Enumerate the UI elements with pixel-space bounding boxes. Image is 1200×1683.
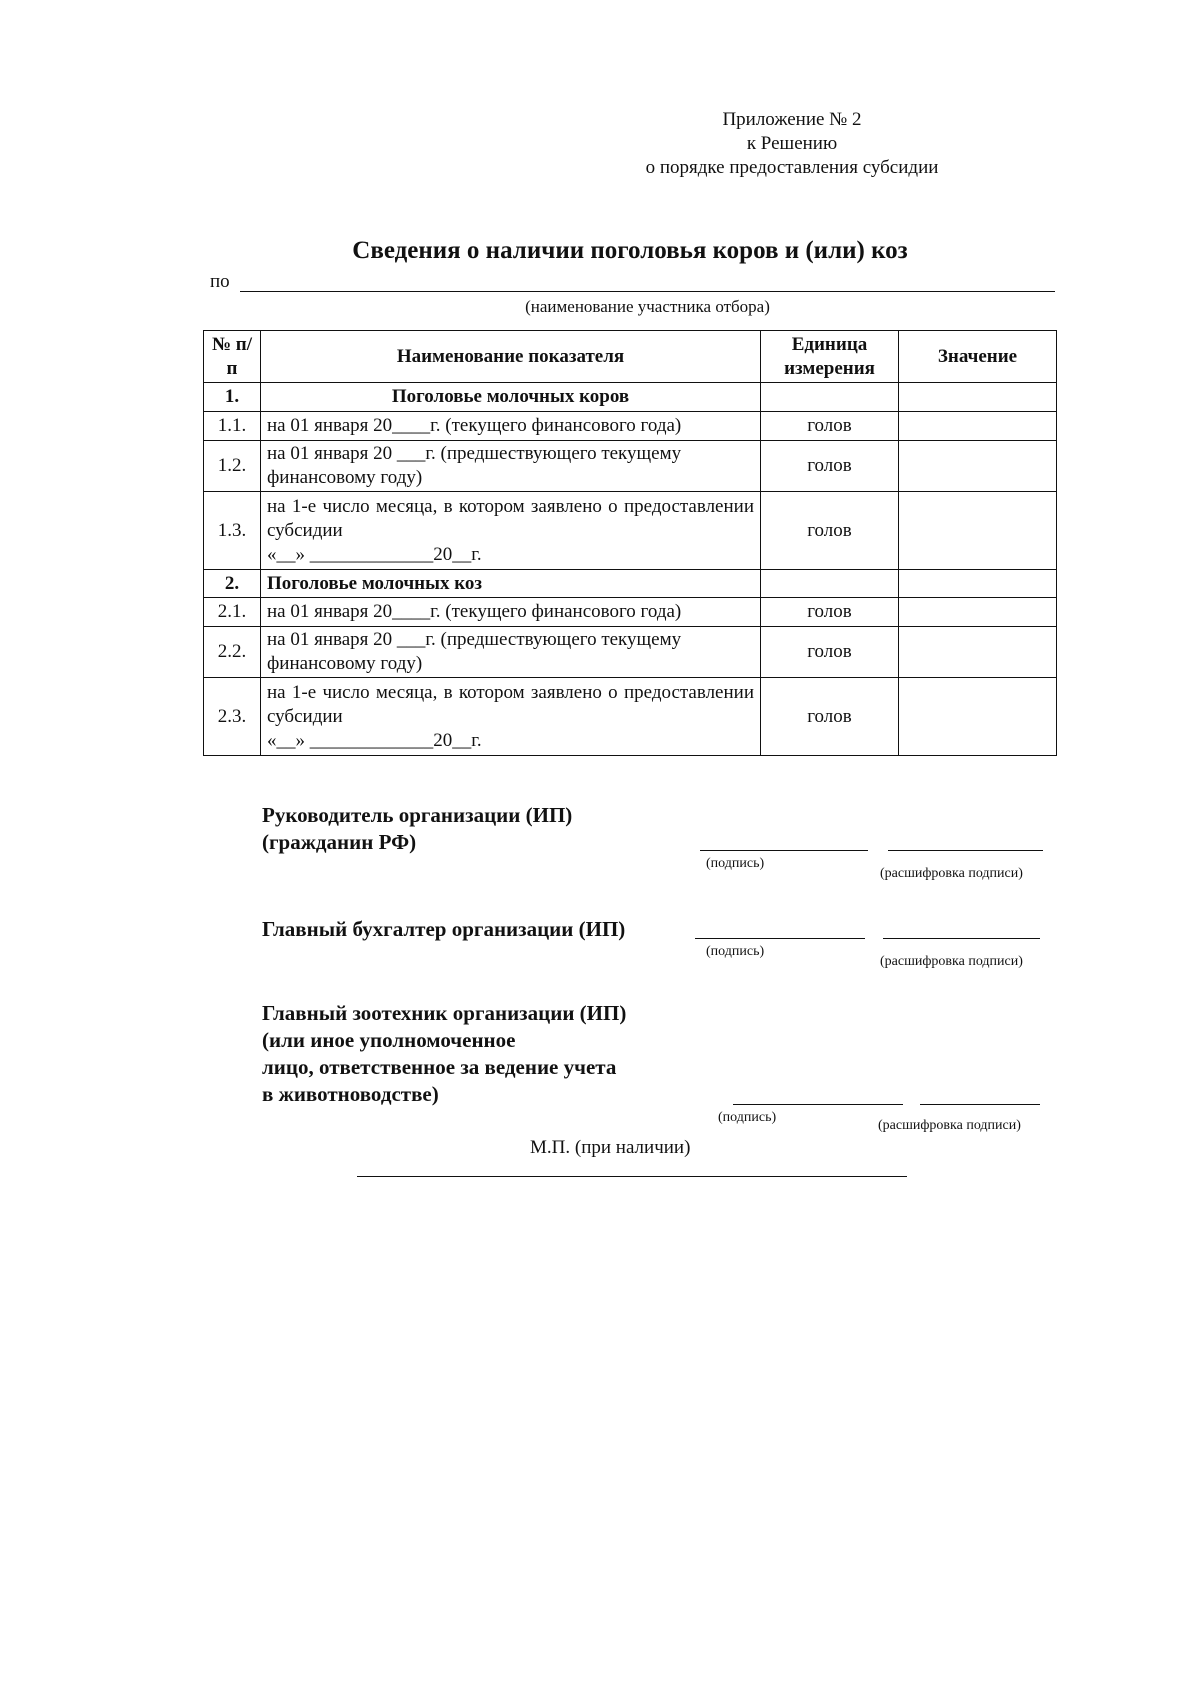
signatory-zootechnician-line2: (или иное уполномоченное: [262, 1028, 516, 1052]
signatory-accountant-title: Главный бухгалтер организации (ИП): [262, 917, 626, 941]
row-num: 1.1.: [204, 412, 261, 441]
table-row: [204, 492, 1057, 570]
appendix-subject: о порядке предоставления субсидии: [645, 157, 939, 178]
head-name-caption: (расшифровка подписи): [880, 866, 1023, 881]
table-row: [204, 598, 1057, 627]
table-row: [204, 570, 1057, 598]
row-unit: голов: [761, 492, 899, 570]
zootechnician-signature-caption: (подпись): [718, 1110, 777, 1125]
signatory-zootechnician: [262, 1000, 626, 1108]
row-name-text: на 1-е число месяца, в котором заявлено о предоставлении субсидии: [267, 681, 754, 727]
table-row: [204, 383, 1057, 412]
accountant-signature-caption: (подпись): [706, 944, 765, 959]
accountant-name-caption: (расшифровка подписи): [880, 954, 1023, 969]
row-num: 2.3.: [204, 678, 261, 756]
appendix-header: [582, 108, 1002, 180]
zootechnician-signature-line[interactable]: [733, 1104, 903, 1105]
livestock-table: [203, 330, 1057, 756]
row-unit: голов: [761, 678, 899, 756]
row-name: Поголовье молочных коров: [261, 383, 761, 412]
row-name: на 01 января 20 ___г. (предшествующего текущему финансовому году): [261, 441, 761, 492]
row-name: [261, 678, 761, 756]
document-title: Сведения о наличии поголовья коров и (или) коз: [352, 237, 908, 264]
row-unit: голов: [761, 412, 899, 441]
row-unit: [761, 570, 899, 598]
row-name: на 01 января 20____г. (текущего финансового года): [261, 598, 761, 627]
row-unit: голов: [761, 441, 899, 492]
bottom-divider-line: [357, 1176, 907, 1177]
signatory-head-title: Руководитель организации (ИП): [262, 803, 573, 827]
row-value-cell[interactable]: [899, 383, 1057, 412]
table-row: [204, 678, 1057, 756]
table-row: [204, 412, 1057, 441]
header-num: № п/п: [204, 331, 261, 383]
header-unit: Единица измерения: [761, 331, 899, 383]
row-num: 2.: [204, 570, 261, 598]
row-num: 1.3.: [204, 492, 261, 570]
header-value: Значение: [899, 331, 1057, 383]
row-value-cell[interactable]: [899, 570, 1057, 598]
row-name-text: на 1-е число месяца, в котором заявлено о предоставлении субсидии: [267, 495, 754, 541]
row-name: на 01 января 20 ___г. (предшествующего текущему финансовому году): [261, 627, 761, 678]
row-value-cell[interactable]: [899, 678, 1057, 756]
zootechnician-name-caption: (расшифровка подписи): [878, 1118, 1021, 1133]
signatory-head: [262, 802, 572, 856]
table-row: [204, 441, 1057, 492]
participant-prefix: по: [210, 271, 230, 292]
row-name-date: «__» _____________20__г.: [267, 543, 482, 565]
row-unit: голов: [761, 598, 899, 627]
row-unit: голов: [761, 627, 899, 678]
row-value-cell[interactable]: [899, 412, 1057, 441]
signatory-accountant: [262, 916, 625, 943]
row-num: 1.2.: [204, 441, 261, 492]
signatory-zootechnician-title: Главный зоотехник организации (ИП): [262, 1001, 627, 1025]
signatory-head-subtitle: (гражданин РФ): [262, 830, 417, 854]
head-name-line[interactable]: [888, 850, 1043, 851]
row-value-cell[interactable]: [899, 598, 1057, 627]
table-header-row: [204, 331, 1057, 383]
accountant-signature-line[interactable]: [695, 938, 865, 939]
row-num: 1.: [204, 383, 261, 412]
row-value-cell[interactable]: [899, 492, 1057, 570]
row-num: 2.1.: [204, 598, 261, 627]
header-name: Наименование показателя: [261, 331, 761, 383]
accountant-name-line[interactable]: [883, 938, 1040, 939]
zootechnician-name-line[interactable]: [920, 1104, 1040, 1105]
head-signature-line[interactable]: [700, 850, 868, 851]
participant-name-line[interactable]: [240, 291, 1055, 292]
signatory-zootechnician-line4: в животноводстве): [262, 1082, 439, 1106]
row-name: [261, 492, 761, 570]
row-value-cell[interactable]: [899, 627, 1057, 678]
appendix-decision: к Решению: [746, 133, 838, 154]
row-name: на 01 января 20____г. (текущего финансового года): [261, 412, 761, 441]
appendix-number: Приложение № 2: [722, 109, 862, 130]
stamp-place: М.П. (при наличии): [530, 1137, 691, 1158]
table-row: [204, 627, 1057, 678]
head-signature-caption: (подпись): [706, 856, 765, 871]
signatory-zootechnician-line3: лицо, ответственное за ведение учета: [262, 1055, 617, 1079]
row-name-date: «__» _____________20__г.: [267, 729, 482, 751]
row-unit: [761, 383, 899, 412]
row-value-cell[interactable]: [899, 441, 1057, 492]
participant-caption: (наименование участника отбора): [525, 297, 770, 316]
row-num: 2.2.: [204, 627, 261, 678]
row-name: Поголовье молочных коз: [261, 570, 761, 598]
